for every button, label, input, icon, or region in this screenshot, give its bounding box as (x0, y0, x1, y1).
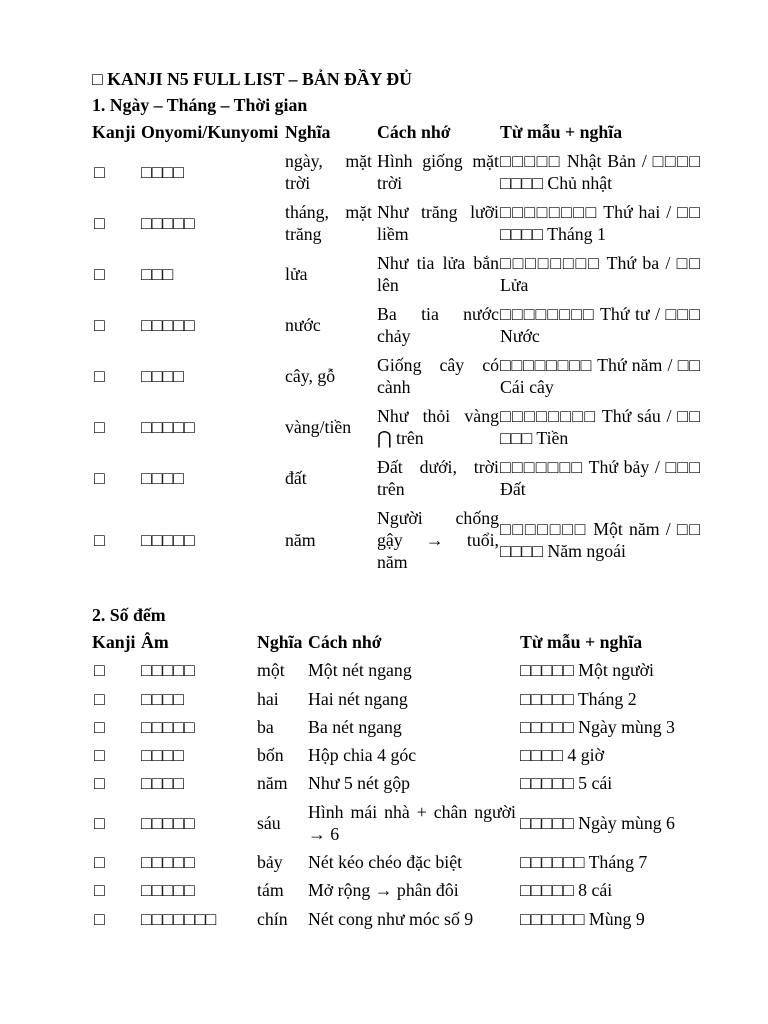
cell-line: nước (285, 315, 321, 335)
cell-line: □□□□□ Một người (520, 660, 654, 681)
mnemonic-cell (377, 147, 500, 198)
cell-line: Nước (500, 326, 540, 346)
table-row (92, 684, 700, 712)
cell-line: □□□□ (141, 162, 184, 182)
cell-line: □ (94, 745, 105, 766)
mnemonic-cell (308, 876, 520, 904)
cell-line: chảy (377, 326, 411, 346)
cell-line: □ (94, 880, 105, 901)
cell-line: bốn (257, 745, 284, 766)
cell-line: cây, gỗ (285, 366, 336, 386)
cell-line: □□□□□ (141, 315, 195, 335)
kanji-cell (92, 147, 141, 198)
reading-cell (141, 876, 257, 904)
cell-line: Ba tia nước (377, 304, 499, 324)
table-row (92, 741, 700, 769)
cell-line: gậy → tuổi, (377, 530, 499, 550)
table-row (92, 402, 700, 453)
kanji-cell (92, 684, 141, 712)
table-row (92, 300, 700, 351)
cell-line: □ (94, 315, 105, 335)
cell-line: □□□□□□□□ Thứ hai / □□ (500, 202, 700, 222)
reading-cell (141, 249, 285, 300)
cell-line: lên (377, 275, 399, 295)
mnemonic-cell (308, 713, 520, 741)
cell-line: sáu (257, 812, 281, 833)
cell-line: □□□□□ (141, 530, 195, 550)
table-row (92, 453, 700, 504)
kanji-table-time (92, 118, 700, 577)
table-row (92, 769, 700, 797)
cell-line: Đất (500, 479, 526, 499)
cell-line: □□□□ (141, 468, 184, 488)
cell-line: Lửa (500, 275, 529, 295)
meaning-cell (257, 798, 308, 848)
cell-line: □□□ Tiền (500, 428, 569, 448)
meaning-cell (285, 351, 377, 402)
cell-line: trời (285, 173, 311, 193)
cell-line: Nét kéo chéo đặc biệt (308, 851, 463, 872)
meaning-cell (257, 769, 308, 797)
example-cell (500, 504, 700, 577)
mnemonic-cell (377, 504, 500, 577)
kanji-cell (92, 798, 141, 848)
cell-line: □□□□□□□ (141, 908, 217, 929)
cell-line: Cái cây (500, 377, 554, 397)
example-cell (500, 402, 700, 453)
cell-line: □□□□ Tháng 1 (500, 224, 606, 244)
kanji-cell (92, 198, 141, 249)
example-cell (500, 249, 700, 300)
cell-line: Một nét ngang (308, 660, 412, 681)
meaning-cell (257, 904, 308, 932)
cell-line: □□□□□ (141, 716, 195, 737)
reading-cell (141, 198, 285, 249)
cell-line: □ (94, 530, 105, 550)
cell-line: □ (94, 162, 105, 182)
cell-line: □□□□□□□□ Thứ tư / □□□ (500, 304, 700, 324)
kanji-cell (92, 848, 141, 876)
cell-line: □□□□ (141, 745, 184, 766)
cell-line: □□□□ (141, 366, 184, 386)
example-cell (520, 876, 700, 904)
cell-line: tám (257, 880, 284, 901)
reading-cell (141, 769, 257, 797)
cell-line: → 6 (308, 823, 340, 844)
cell-line: hai (257, 688, 279, 709)
column-header: Kanji (92, 122, 136, 142)
table-row (92, 504, 700, 577)
cell-line: □□□□□ Tháng 2 (520, 688, 637, 709)
cell-line: □□□□ Chủ nhật (500, 173, 613, 193)
kanji-cell (92, 351, 141, 402)
table-row (92, 876, 700, 904)
kanji-cell (92, 453, 141, 504)
mnemonic-cell (308, 798, 520, 848)
cell-line: cành (377, 377, 411, 397)
reading-cell (141, 300, 285, 351)
cell-line: liềm (377, 224, 409, 244)
mnemonic-cell (377, 402, 500, 453)
example-cell (520, 769, 700, 797)
cell-line: □□□□□□□□ Thứ sáu / □□ (500, 406, 700, 426)
cell-line: □ (94, 366, 105, 386)
reading-cell (141, 351, 285, 402)
example-cell (500, 300, 700, 351)
cell-line: □□□□□□ Mùng 9 (520, 908, 645, 929)
cell-line: trăng (285, 224, 322, 244)
cell-line: Như thỏi vàng (377, 406, 499, 426)
cell-line: □□□□□ (141, 417, 195, 437)
cell-line: □□□□□ (141, 660, 195, 681)
reading-cell (141, 713, 257, 741)
table-row (92, 198, 700, 249)
cell-line: Nét cong như móc số 9 (308, 908, 474, 929)
mnemonic-cell (308, 904, 520, 932)
cell-line: □ (94, 716, 105, 737)
column-header: Từ mẫu + nghĩa (520, 631, 643, 652)
reading-cell (141, 504, 285, 577)
column-header: Nghĩa (285, 122, 331, 142)
cell-line: chín (257, 908, 288, 929)
cell-line: ngày, mặt (285, 151, 372, 171)
kanji-table-numbers (92, 628, 700, 933)
table-row (92, 249, 700, 300)
example-cell (520, 904, 700, 932)
cell-line: □ (94, 417, 105, 437)
cell-line: Như 5 nét gộp (308, 773, 410, 794)
cell-line: trên (377, 479, 405, 499)
column-header: Từ mẫu + nghĩa (500, 122, 623, 142)
reading-cell (141, 684, 257, 712)
cell-line: Hai nét ngang (308, 688, 408, 709)
mnemonic-cell (308, 848, 520, 876)
kanji-cell (92, 504, 141, 577)
example-cell (520, 798, 700, 848)
column-header: Nghĩa (257, 631, 303, 652)
cell-line: □□□□ Năm ngoái (500, 541, 626, 561)
reading-cell (141, 453, 285, 504)
meaning-cell (285, 249, 377, 300)
cell-line: □□□□□ 5 cái (520, 773, 613, 794)
cell-line: □□□□□□□ Thứ bảy / □□□ (500, 457, 700, 477)
mnemonic-cell (377, 198, 500, 249)
column-header: Cách nhớ (308, 631, 382, 652)
cell-line: trời (377, 173, 403, 193)
cell-line: Ba nét ngang (308, 716, 402, 737)
cell-line: □□□□□ (141, 880, 195, 901)
cell-line: □□□□ (141, 773, 184, 794)
mnemonic-cell (308, 684, 520, 712)
cell-line: đất (285, 468, 307, 488)
cell-line: □□□ (141, 264, 174, 284)
table-row (92, 848, 700, 876)
cell-line: □ (94, 264, 105, 284)
example-cell (520, 741, 700, 769)
example-cell (500, 198, 700, 249)
cell-line: □□□□□ (141, 851, 195, 872)
cell-line: Như trăng lưỡi (377, 202, 499, 222)
cell-line: năm (285, 530, 316, 550)
cell-line: □ (94, 908, 105, 929)
meaning-cell (257, 684, 308, 712)
cell-line: □□□□□□□□ Thứ năm / □□ (500, 355, 700, 375)
cell-line: ba (257, 716, 274, 737)
cell-line: năm (257, 773, 288, 794)
meaning-cell (285, 453, 377, 504)
column-header: Kanji (92, 631, 136, 652)
cell-line: □ (94, 468, 105, 488)
cell-line: □ (94, 812, 105, 833)
column-header: Onyomi/Kunyomi (141, 122, 279, 142)
cell-line: □□□□□ Nhật Bản / □□□□ (500, 151, 700, 171)
reading-cell (141, 848, 257, 876)
cell-line: Hình mái nhà + chân người (308, 801, 516, 822)
table-row (92, 656, 700, 684)
table-row (92, 798, 700, 848)
cell-line: năm (377, 552, 408, 572)
example-cell (500, 147, 700, 198)
meaning-cell (285, 504, 377, 577)
kanji-cell (92, 713, 141, 741)
kanji-cell (92, 904, 141, 932)
mnemonic-cell (308, 769, 520, 797)
cell-line: Hộp chia 4 góc (308, 745, 417, 766)
kanji-cell (92, 656, 141, 684)
mnemonic-cell (377, 249, 500, 300)
cell-line: tháng, mặt (285, 202, 372, 222)
example-cell (500, 453, 700, 504)
cell-line: vàng/tiền (285, 417, 352, 437)
table-header-row (92, 118, 700, 147)
cell-line: □ (94, 688, 105, 709)
kanji-cell (92, 300, 141, 351)
table-row (92, 713, 700, 741)
table-row (92, 351, 700, 402)
reading-cell (141, 402, 285, 453)
cell-line: □□□□□ 8 cái (520, 880, 613, 901)
kanji-cell (92, 876, 141, 904)
table-row (92, 147, 700, 198)
reading-cell (141, 147, 285, 198)
cell-line: □□□□□ (141, 812, 195, 833)
cell-line: □□□□□□□□ Thứ ba / □□ (500, 253, 700, 273)
mnemonic-cell (377, 453, 500, 504)
cell-line: Như tia lửa bắn (377, 253, 499, 273)
kanji-cell (92, 769, 141, 797)
cell-line: Người chống (377, 508, 499, 528)
cell-line: bảy (257, 851, 283, 872)
table-row (92, 904, 700, 932)
section-heading: 1. Ngày – Tháng – Thời gian (92, 95, 308, 115)
cell-line: Hình giống mặt (377, 151, 499, 171)
meaning-cell (285, 198, 377, 249)
cell-line: □□□□□ Ngày mùng 3 (520, 716, 675, 737)
cell-line: □□□□□□ Tháng 7 (520, 851, 648, 872)
cell-line: □ (94, 660, 105, 681)
cell-line: □ (94, 773, 105, 794)
cell-line: một (257, 660, 285, 681)
table-header-row (92, 628, 700, 656)
meaning-cell (257, 741, 308, 769)
document-title: □ KANJI N5 FULL LIST – BẢN ĐẦY ĐỦ (92, 69, 412, 89)
cell-line: □□□□ (141, 688, 184, 709)
cell-line: □ (94, 851, 105, 872)
mnemonic-cell (308, 656, 520, 684)
reading-cell (141, 741, 257, 769)
column-header: Cách nhớ (377, 122, 451, 142)
reading-cell (141, 798, 257, 848)
meaning-cell (257, 713, 308, 741)
reading-cell (141, 904, 257, 932)
kanji-cell (92, 402, 141, 453)
meaning-cell (285, 300, 377, 351)
column-header: Âm (141, 631, 169, 652)
reading-cell (141, 656, 257, 684)
meaning-cell (285, 147, 377, 198)
example-cell (520, 656, 700, 684)
meaning-cell (285, 402, 377, 453)
cell-line: □□□□□ (141, 213, 195, 233)
cell-line: □ (94, 213, 105, 233)
cell-line: Đất dưới, trời (377, 457, 499, 477)
meaning-cell (257, 848, 308, 876)
kanji-cell (92, 249, 141, 300)
cell-line: Mở rộng → phân đôi (308, 880, 459, 901)
cell-line: □□□□ 4 giờ (520, 745, 604, 766)
cell-line: Giống cây có (377, 355, 499, 375)
mnemonic-cell (308, 741, 520, 769)
cell-line: □□□□□□□ Một năm / □□ (500, 519, 700, 539)
example-cell (520, 713, 700, 741)
example-cell (500, 351, 700, 402)
kanji-cell (92, 741, 141, 769)
example-cell (520, 684, 700, 712)
meaning-cell (257, 656, 308, 684)
cell-line: ⋂ trên (377, 428, 424, 448)
cell-line: lửa (285, 264, 308, 284)
section-heading: 2. Số đếm (92, 605, 166, 625)
cell-line: □□□□□ Ngày mùng 6 (520, 812, 675, 833)
mnemonic-cell (377, 351, 500, 402)
meaning-cell (257, 876, 308, 904)
example-cell (520, 848, 700, 876)
mnemonic-cell (377, 300, 500, 351)
